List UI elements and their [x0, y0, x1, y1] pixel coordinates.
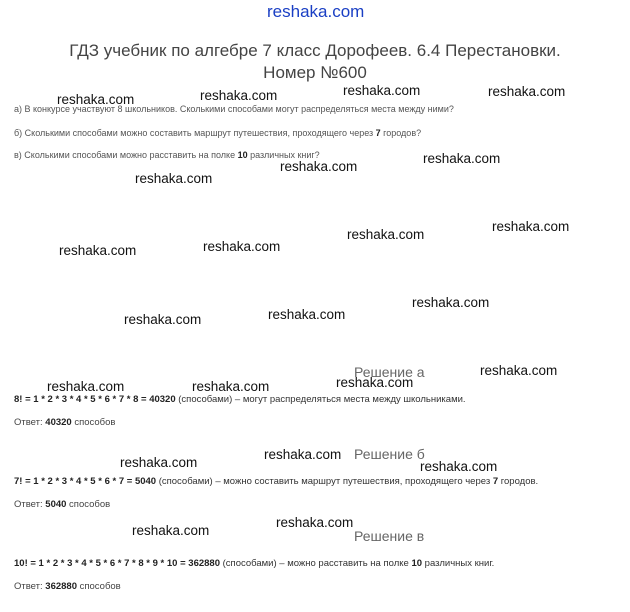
watermark: reshaka.com: [280, 159, 358, 174]
site-link[interactable]: reshaka.com: [267, 2, 365, 21]
watermark: reshaka.com: [203, 239, 281, 254]
watermark: reshaka.com: [132, 523, 210, 538]
task-c: в) Сколькими способами можно расставить на полке 10 различных книг?: [14, 150, 320, 160]
solution-c-formula: 10! = 1 * 2 * 3 * 4 * 5 * 6 * 7 * 8 * 9 * 10 = 362880 (способами) – можно расставить на полке 10 различных книг.: [14, 558, 495, 569]
watermark: reshaka.com: [276, 515, 354, 530]
watermark: reshaka.com: [347, 227, 425, 242]
watermark: reshaka.com: [57, 92, 135, 107]
solution-b-formula: 7! = 1 * 2 * 3 * 4 * 5 * 6 * 7 = 5040 (способами) – можно составить маршрут путешествия, проходящего через 7 городов.: [14, 476, 539, 487]
solution-b-answer: Ответ: 5040 способов: [14, 499, 111, 510]
watermark: reshaka.com: [343, 83, 421, 98]
watermark: reshaka.com: [420, 459, 498, 474]
solution-a-answer: Ответ: 40320 способов: [14, 417, 116, 428]
solution-a-heading: Решение а: [354, 364, 425, 380]
watermark: reshaka.com: [192, 379, 270, 394]
solution-b-heading: Решение б: [354, 446, 425, 462]
watermark: reshaka.com: [336, 375, 414, 390]
watermark: reshaka.com: [59, 243, 137, 258]
watermark: reshaka.com: [423, 151, 501, 166]
watermark: reshaka.com: [47, 379, 125, 394]
page-subtitle: Номер №600: [263, 63, 367, 82]
watermark: reshaka.com: [412, 295, 490, 310]
watermark: reshaka.com: [480, 363, 558, 378]
watermark: reshaka.com: [268, 307, 346, 322]
watermark: reshaka.com: [488, 84, 566, 99]
watermark: reshaka.com: [492, 219, 570, 234]
task-b: б) Сколькими способами можно составить маршрут путешествия, проходящего через 7 городов?: [14, 128, 422, 138]
watermark: reshaka.com: [135, 171, 213, 186]
watermark: reshaka.com: [200, 88, 278, 103]
watermark: reshaka.com: [264, 447, 342, 462]
solution-c-heading: Решение в: [354, 528, 425, 544]
watermark: reshaka.com: [120, 455, 198, 470]
solution-a-formula: 8! = 1 * 2 * 3 * 4 * 5 * 6 * 7 * 8 = 40320 (способами) – могут распределяться места между школьниками.: [14, 394, 466, 405]
watermark: reshaka.com: [124, 312, 202, 327]
task-a: а) В конкурсе участвуют 8 школьников. Сколькими способами могут распределяться места между ними?: [14, 104, 454, 114]
page-title: ГДЗ учебник по алгебре 7 класс Дорофеев. 6.4 Перестановки.: [69, 41, 561, 60]
solution-c-answer: Ответ: 362880 способов: [14, 581, 121, 592]
